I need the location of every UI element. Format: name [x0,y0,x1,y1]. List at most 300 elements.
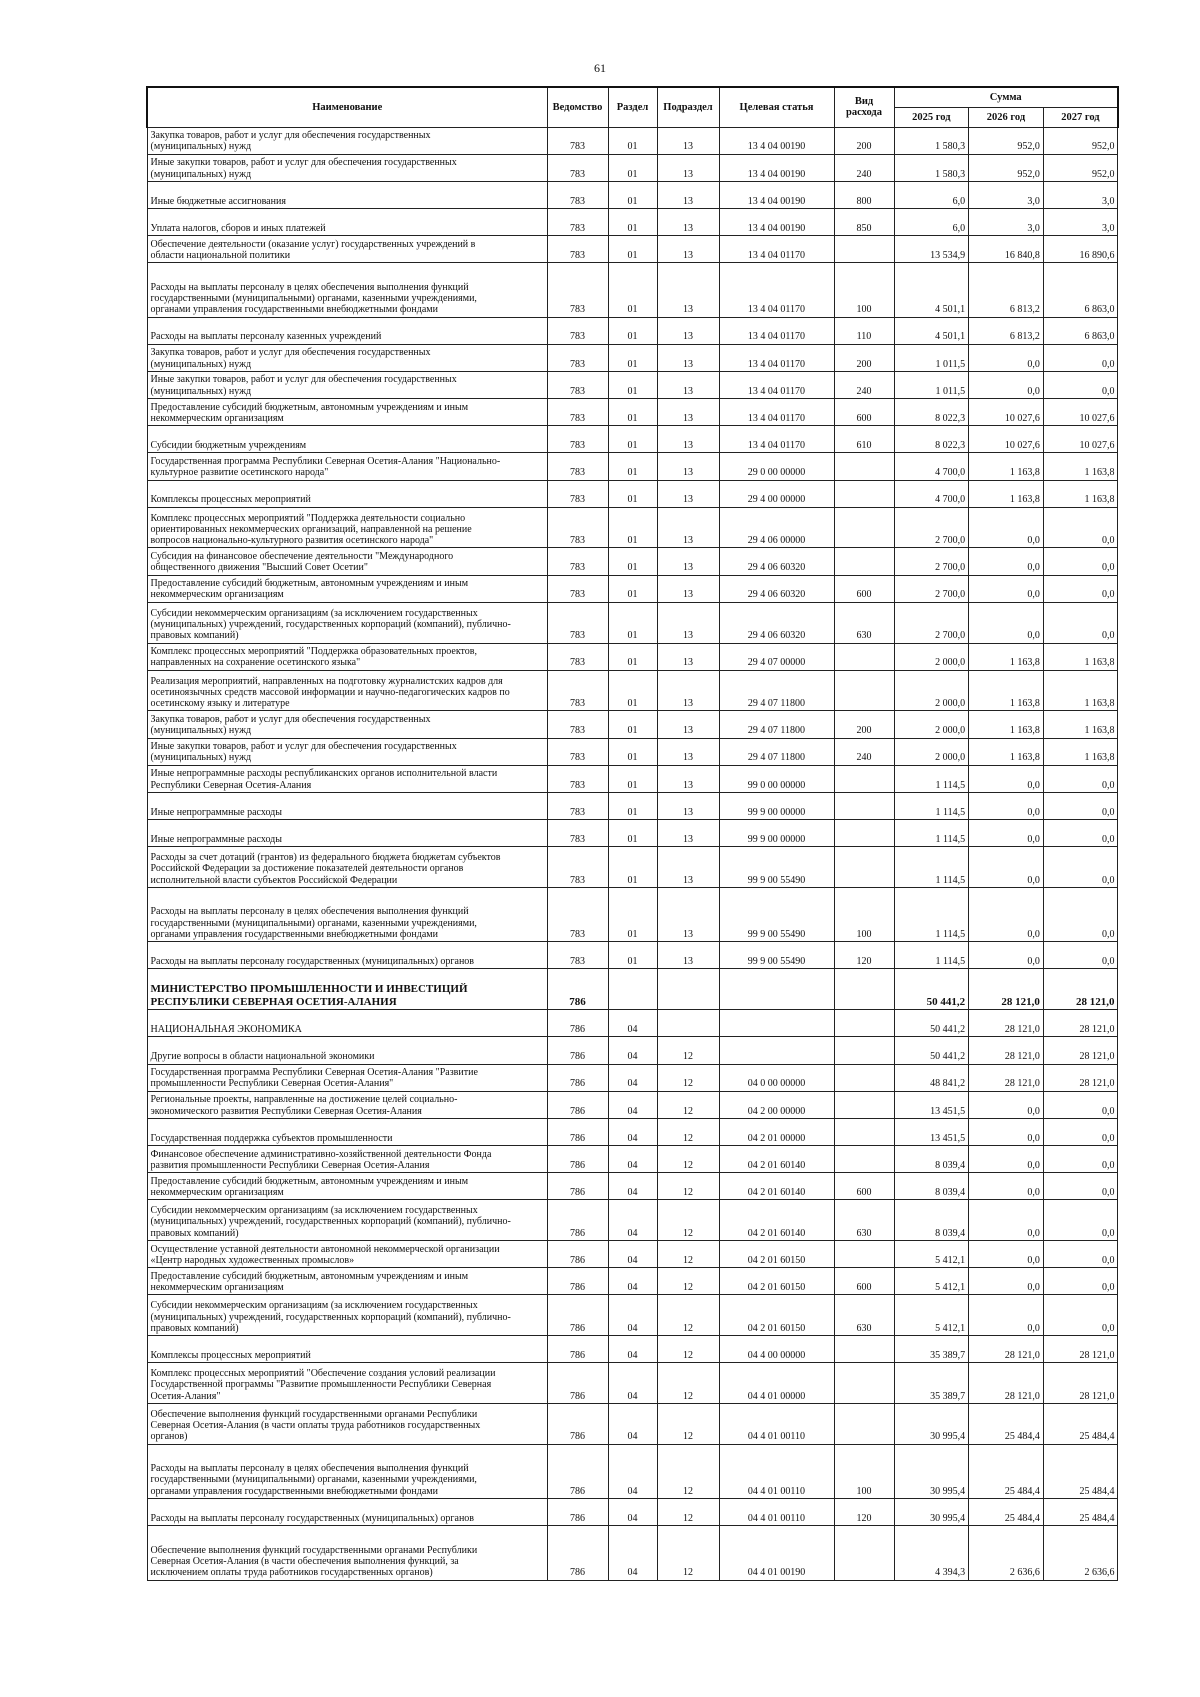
cell-podrazdel: 13 [657,181,719,208]
cell-sum-2026: 0,0 [969,1241,1044,1268]
cell-vedomstvo: 783 [547,317,608,344]
cell-razdel: 01 [608,602,657,643]
cell-vid-raskhoda [834,1037,894,1064]
cell-sum-2027: 952,0 [1043,154,1118,181]
cell-podrazdel: 13 [657,942,719,969]
cell-celevaya-statya: 04 2 01 60140 [719,1200,834,1241]
cell-podrazdel: 12 [657,1444,719,1498]
cell-vid-raskhoda: 800 [834,181,894,208]
table-row [147,1526,1118,1580]
cell-sum-2025: 8 022,3 [894,426,969,453]
cell-razdel: 04 [608,1336,657,1363]
cell-sum-2026: 1 163,8 [969,643,1044,670]
header-vedomstvo: Ведомство [547,87,608,127]
cell-sum-2025: 2 000,0 [894,711,969,738]
cell-vid-raskhoda [834,548,894,575]
cell-sum-2025: 4 501,1 [894,317,969,344]
cell-name: Расходы на выплаты персоналу государственных (муниципальных) органов [147,1499,547,1526]
cell-sum-2026: 1 163,8 [969,670,1044,711]
cell-podrazdel [657,1010,719,1037]
cell-sum-2025: 2 000,0 [894,643,969,670]
cell-vedomstvo: 783 [547,670,608,711]
table-row [147,1091,1118,1118]
cell-vedomstvo: 783 [547,208,608,235]
cell-podrazdel: 13 [657,399,719,426]
cell-sum-2025: 4 394,3 [894,1526,969,1580]
table-row [147,154,1118,181]
cell-sum-2025: 2 700,0 [894,507,969,548]
cell-celevaya-statya: 13 4 04 01170 [719,263,834,317]
cell-sum-2026: 0,0 [969,371,1044,398]
cell-vid-raskhoda: 200 [834,711,894,738]
table-row [147,507,1118,548]
table-row [147,426,1118,453]
cell-name: Расходы на выплаты персоналу казенных учреждений [147,317,547,344]
table-row [147,127,1118,154]
cell-sum-2027: 0,0 [1043,1118,1118,1145]
cell-vid-raskhoda: 630 [834,602,894,643]
cell-sum-2025: 4 700,0 [894,480,969,507]
cell-sum-2027: 28 121,0 [1043,1363,1118,1404]
cell-sum-2027: 6 863,0 [1043,317,1118,344]
cell-vid-raskhoda: 120 [834,1499,894,1526]
cell-name: Иные непрограммные расходы республиканских органов исполнительной власти Республики Северная Осетия-Алания [147,765,547,792]
cell-name: Иные закупки товаров, работ и услуг для обеспечения государственных (муниципальных) нужд [147,371,547,398]
cell-razdel: 01 [608,453,657,480]
cell-celevaya-statya: 29 0 00 00000 [719,453,834,480]
cell-vedomstvo: 783 [547,792,608,819]
cell-razdel: 04 [608,1010,657,1037]
table-row [147,1064,1118,1091]
cell-celevaya-statya: 04 4 01 00110 [719,1444,834,1498]
cell-name: Расходы на выплаты персоналу в целях обеспечения выполнения функций государственными (муниципальными) органами, казенными учреждениями, органами управления государственными внебюджетными фондами [147,263,547,317]
table-row [147,792,1118,819]
cell-sum-2026: 1 163,8 [969,453,1044,480]
cell-razdel: 04 [608,1499,657,1526]
cell-name: МИНИСТЕРСТВО ПРОМЫШЛЕННОСТИ И ИНВЕСТИЦИЙ РЕСПУБЛИКИ СЕВЕРНАЯ ОСЕТИЯ-АЛАНИЯ [147,969,547,1010]
table-row [147,1295,1118,1336]
cell-name: Уплата налогов, сборов и иных платежей [147,208,547,235]
cell-vedomstvo: 786 [547,1404,608,1445]
cell-vedomstvo: 783 [547,548,608,575]
cell-sum-2027: 0,0 [1043,548,1118,575]
cell-sum-2026: 0,0 [969,847,1044,888]
cell-vedomstvo: 783 [547,643,608,670]
cell-razdel: 01 [608,208,657,235]
cell-name: Осуществление уставной деятельности автономной некоммерческой организации «Центр народных художественных промыслов» [147,1241,547,1268]
cell-vid-raskhoda [834,1064,894,1091]
cell-sum-2027: 0,0 [1043,765,1118,792]
cell-razdel: 01 [608,399,657,426]
cell-sum-2026: 0,0 [969,792,1044,819]
cell-vid-raskhoda: 600 [834,1173,894,1200]
cell-sum-2025: 2 700,0 [894,548,969,575]
cell-name: Предоставление субсидий бюджетным, автономным учреждениям и иным некоммерческим организациям [147,399,547,426]
cell-celevaya-statya: 04 2 01 60150 [719,1268,834,1295]
cell-sum-2025: 13 451,5 [894,1091,969,1118]
cell-celevaya-statya: 29 4 06 00000 [719,507,834,548]
cell-vedomstvo: 786 [547,1064,608,1091]
cell-sum-2025: 6,0 [894,208,969,235]
cell-sum-2025: 5 412,1 [894,1241,969,1268]
table-row [147,1037,1118,1064]
cell-sum-2026: 28 121,0 [969,1064,1044,1091]
cell-sum-2027: 952,0 [1043,127,1118,154]
cell-razdel: 01 [608,548,657,575]
cell-sum-2025: 35 389,7 [894,1363,969,1404]
cell-sum-2027: 28 121,0 [1043,1064,1118,1091]
table-row [147,1200,1118,1241]
cell-celevaya-statya: 04 4 01 00110 [719,1499,834,1526]
cell-sum-2026: 25 484,4 [969,1444,1044,1498]
cell-name: Государственная программа Республики Северная Осетия-Алания "Развитие промышленности Республики Северная Осетия-Алания" [147,1064,547,1091]
cell-podrazdel: 12 [657,1145,719,1172]
cell-celevaya-statya: 13 4 04 01170 [719,236,834,263]
cell-podrazdel: 12 [657,1404,719,1445]
cell-podrazdel: 12 [657,1268,719,1295]
cell-name: Расходы на выплаты персоналу в целях обеспечения выполнения функций государственными (муниципальными) органами, казенными учреждениями, органами управления государственными внебюджетными фондами [147,1444,547,1498]
cell-vid-raskhoda: 600 [834,399,894,426]
cell-podrazdel: 12 [657,1200,719,1241]
cell-sum-2025: 6,0 [894,181,969,208]
cell-name: Иные бюджетные ассигнования [147,181,547,208]
table-row [147,344,1118,371]
table-row [147,208,1118,235]
table-row [147,765,1118,792]
cell-celevaya-statya: 13 4 04 00190 [719,181,834,208]
cell-vid-raskhoda: 100 [834,887,894,941]
table-row [147,1118,1118,1145]
cell-sum-2025: 50 441,2 [894,1037,969,1064]
cell-podrazdel: 13 [657,480,719,507]
table-row [147,1336,1118,1363]
cell-razdel: 01 [608,263,657,317]
cell-vedomstvo: 786 [547,1336,608,1363]
cell-sum-2025: 2 700,0 [894,602,969,643]
cell-sum-2025: 8 039,4 [894,1173,969,1200]
cell-celevaya-statya [719,1037,834,1064]
cell-podrazdel: 13 [657,602,719,643]
cell-celevaya-statya: 04 4 01 00000 [719,1363,834,1404]
cell-vid-raskhoda [834,1363,894,1404]
cell-celevaya-statya: 29 4 06 60320 [719,575,834,602]
cell-vid-raskhoda [834,670,894,711]
cell-sum-2026: 2 636,6 [969,1526,1044,1580]
cell-name: Комплексы процессных мероприятий [147,480,547,507]
cell-sum-2025: 2 000,0 [894,670,969,711]
cell-podrazdel: 12 [657,1091,719,1118]
cell-podrazdel: 13 [657,847,719,888]
cell-sum-2027: 3,0 [1043,208,1118,235]
cell-celevaya-statya: 29 4 06 60320 [719,548,834,575]
cell-sum-2026: 0,0 [969,1268,1044,1295]
cell-podrazdel: 12 [657,1241,719,1268]
cell-podrazdel: 12 [657,1363,719,1404]
cell-vid-raskhoda: 600 [834,1268,894,1295]
cell-sum-2026: 952,0 [969,154,1044,181]
cell-vid-raskhoda: 630 [834,1295,894,1336]
cell-celevaya-statya [719,1010,834,1037]
cell-podrazdel: 13 [657,887,719,941]
cell-vedomstvo: 786 [547,1173,608,1200]
cell-podrazdel: 12 [657,1064,719,1091]
cell-sum-2027: 0,0 [1043,602,1118,643]
table-row [147,602,1118,643]
cell-razdel: 01 [608,942,657,969]
cell-celevaya-statya [719,969,834,1010]
cell-podrazdel: 13 [657,765,719,792]
cell-sum-2026: 1 163,8 [969,480,1044,507]
cell-vedomstvo: 786 [547,1037,608,1064]
cell-name: Финансовое обеспечение административно-хозяйственной деятельности Фонда развития промышленности Республики Северная Осетия-Алания [147,1145,547,1172]
cell-podrazdel: 13 [657,670,719,711]
cell-sum-2025: 1 114,5 [894,792,969,819]
cell-celevaya-statya: 13 4 04 01170 [719,371,834,398]
cell-podrazdel: 13 [657,371,719,398]
cell-podrazdel: 12 [657,1118,719,1145]
cell-sum-2026: 16 840,8 [969,236,1044,263]
cell-vedomstvo: 786 [547,1363,608,1404]
cell-name: Расходы на выплаты персоналу государственных (муниципальных) органов [147,942,547,969]
cell-sum-2026: 0,0 [969,887,1044,941]
cell-razdel: 01 [608,738,657,765]
cell-sum-2026: 3,0 [969,208,1044,235]
cell-razdel: 04 [608,1444,657,1498]
cell-celevaya-statya: 99 9 00 55490 [719,942,834,969]
page-number: 61 [594,61,606,75]
cell-name: Комплекс процессных мероприятий "Поддержка деятельности социально ориентированных некоммерческих организаций, направленной на решение вопросов национально-культурного развития осетинского народа" [147,507,547,548]
cell-celevaya-statya: 99 9 00 00000 [719,792,834,819]
cell-sum-2027: 0,0 [1043,942,1118,969]
cell-sum-2026: 0,0 [969,575,1044,602]
cell-celevaya-statya: 04 0 00 00000 [719,1064,834,1091]
cell-podrazdel: 13 [657,453,719,480]
cell-sum-2025: 1 580,3 [894,154,969,181]
table-row [147,371,1118,398]
cell-vid-raskhoda: 100 [834,1444,894,1498]
cell-podrazdel: 13 [657,575,719,602]
cell-sum-2026: 1 163,8 [969,711,1044,738]
cell-podrazdel: 13 [657,236,719,263]
cell-sum-2026: 28 121,0 [969,1010,1044,1037]
header-name: Наименование [147,87,547,127]
cell-vedomstvo: 783 [547,344,608,371]
cell-podrazdel: 13 [657,820,719,847]
cell-vedomstvo: 786 [547,1444,608,1498]
cell-razdel [608,969,657,1010]
cell-sum-2027: 25 484,4 [1043,1444,1118,1498]
cell-name: Комплекс процессных мероприятий "Обеспечение создания условий реализации Государственной программы "Развитие промышленности Республики Северная Осетия-Алания" [147,1363,547,1404]
cell-name: Закупка товаров, работ и услуг для обеспечения государственных (муниципальных) нужд [147,344,547,371]
cell-sum-2027: 1 163,8 [1043,643,1118,670]
cell-sum-2025: 48 841,2 [894,1064,969,1091]
cell-sum-2026: 28 121,0 [969,1037,1044,1064]
cell-sum-2027: 1 163,8 [1043,670,1118,711]
cell-sum-2026: 952,0 [969,127,1044,154]
cell-sum-2027: 1 163,8 [1043,453,1118,480]
table-row [147,887,1118,941]
cell-name: Иные непрограммные расходы [147,820,547,847]
cell-vedomstvo: 786 [547,1526,608,1580]
cell-name: Обеспечение деятельности (оказание услуг) государственных учреждений в области национальной политики [147,236,547,263]
cell-razdel: 01 [608,236,657,263]
table-row [147,1404,1118,1445]
cell-vedomstvo: 786 [547,1268,608,1295]
cell-vid-raskhoda [834,643,894,670]
cell-sum-2025: 1 114,5 [894,942,969,969]
cell-podrazdel: 12 [657,1037,719,1064]
cell-sum-2025: 1 011,5 [894,371,969,398]
cell-sum-2026: 10 027,6 [969,426,1044,453]
cell-name: Предоставление субсидий бюджетным, автономным учреждениям и иным некоммерческим организациям [147,575,547,602]
cell-sum-2025: 30 995,4 [894,1404,969,1445]
cell-podrazdel: 13 [657,792,719,819]
cell-sum-2025: 13 534,9 [894,236,969,263]
cell-name: Государственная поддержка субъектов промышленности [147,1118,547,1145]
cell-sum-2027: 0,0 [1043,1268,1118,1295]
cell-vid-raskhoda [834,453,894,480]
cell-sum-2025: 2 700,0 [894,575,969,602]
cell-podrazdel: 12 [657,1173,719,1200]
cell-sum-2026: 0,0 [969,507,1044,548]
cell-celevaya-statya: 29 4 07 11800 [719,670,834,711]
cell-razdel: 04 [608,1241,657,1268]
cell-name: Иные закупки товаров, работ и услуг для обеспечения государственных (муниципальных) нужд [147,154,547,181]
table-row [147,399,1118,426]
header-vid-raskhoda: Вид расхода [834,87,894,127]
cell-vedomstvo: 783 [547,371,608,398]
cell-vid-raskhoda [834,847,894,888]
table-row [147,1444,1118,1498]
cell-name: Субсидии бюджетным учреждениям [147,426,547,453]
cell-sum-2027: 0,0 [1043,507,1118,548]
cell-name: Субсидии некоммерческим организациям (за исключением государственных (муниципальных) учреждений, государственных корпораций (компаний), публично- правовых компаний) [147,1200,547,1241]
cell-razdel: 01 [608,670,657,711]
cell-vid-raskhoda: 240 [834,154,894,181]
cell-vid-raskhoda [834,792,894,819]
cell-vedomstvo: 783 [547,602,608,643]
cell-sum-2026: 6 813,2 [969,317,1044,344]
cell-podrazdel: 13 [657,263,719,317]
cell-sum-2026: 0,0 [969,548,1044,575]
cell-vid-raskhoda [834,1145,894,1172]
cell-celevaya-statya: 29 4 07 11800 [719,738,834,765]
cell-vedomstvo: 783 [547,765,608,792]
cell-podrazdel: 12 [657,1526,719,1580]
cell-vid-raskhoda [834,1336,894,1363]
cell-vedomstvo: 783 [547,575,608,602]
cell-sum-2025: 1 011,5 [894,344,969,371]
cell-razdel: 04 [608,1200,657,1241]
cell-sum-2025: 1 580,3 [894,127,969,154]
cell-vid-raskhoda [834,1091,894,1118]
cell-celevaya-statya: 13 4 04 01170 [719,399,834,426]
cell-celevaya-statya: 29 4 07 11800 [719,711,834,738]
cell-podrazdel: 13 [657,643,719,670]
cell-razdel: 01 [608,820,657,847]
cell-podrazdel: 13 [657,208,719,235]
cell-name: НАЦИОНАЛЬНАЯ ЭКОНОМИКА [147,1010,547,1037]
cell-celevaya-statya: 13 4 04 01170 [719,344,834,371]
cell-vid-raskhoda [834,1241,894,1268]
table-row [147,1363,1118,1404]
cell-sum-2027: 28 121,0 [1043,1037,1118,1064]
cell-vedomstvo: 783 [547,711,608,738]
cell-name: Субсидии некоммерческим организациям (за исключением государственных (муниципальных) учреждений, государственных корпораций (компаний), публично- правовых компаний) [147,1295,547,1336]
table-row [147,1010,1118,1037]
cell-sum-2027: 28 121,0 [1043,969,1118,1010]
cell-name: Субсидии некоммерческим организациям (за исключением государственных (муниципальных) учреждений, государственных корпораций (компаний), публично- правовых компаний) [147,602,547,643]
cell-name: Предоставление субсидий бюджетным, автономным учреждениям и иным некоммерческим организациям [147,1268,547,1295]
cell-vedomstvo: 783 [547,887,608,941]
cell-podrazdel: 12 [657,1336,719,1363]
cell-vedomstvo: 786 [547,1145,608,1172]
cell-sum-2025: 30 995,4 [894,1444,969,1498]
cell-razdel: 04 [608,1173,657,1200]
cell-razdel: 04 [608,1268,657,1295]
cell-name: Обеспечение выполнения функций государственными органами Республики Северная Осетия-Алания (в части обеспечения выполнения функций, за исключением оплаты труда работников государственных органов) [147,1526,547,1580]
cell-vedomstvo: 783 [547,738,608,765]
cell-vedomstvo: 786 [547,1118,608,1145]
cell-razdel: 01 [608,154,657,181]
cell-vid-raskhoda [834,236,894,263]
cell-razdel: 04 [608,1064,657,1091]
cell-sum-2025: 35 389,7 [894,1336,969,1363]
table-row [147,1241,1118,1268]
cell-sum-2027: 0,0 [1043,820,1118,847]
cell-podrazdel: 12 [657,1499,719,1526]
cell-razdel: 01 [608,575,657,602]
cell-celevaya-statya: 04 4 01 00110 [719,1404,834,1445]
cell-celevaya-statya: 04 2 01 60150 [719,1241,834,1268]
cell-sum-2027: 0,0 [1043,1241,1118,1268]
cell-sum-2025: 8 039,4 [894,1145,969,1172]
cell-podrazdel: 13 [657,317,719,344]
cell-vedomstvo: 786 [547,1010,608,1037]
cell-vid-raskhoda: 630 [834,1200,894,1241]
header-podrazdel: Подраздел [657,87,719,127]
cell-vedomstvo: 783 [547,236,608,263]
cell-sum-2027: 16 890,6 [1043,236,1118,263]
table-row [147,575,1118,602]
cell-vedomstvo: 786 [547,1241,608,1268]
cell-celevaya-statya: 04 2 01 60140 [719,1145,834,1172]
cell-name: Иные закупки товаров, работ и услуг для обеспечения государственных (муниципальных) нужд [147,738,547,765]
cell-sum-2027: 1 163,8 [1043,738,1118,765]
cell-name: Государственная программа Республики Северная Осетия-Алания "Национально- культурное развитие осетинского народа" [147,453,547,480]
cell-vid-raskhoda: 100 [834,263,894,317]
cell-sum-2026: 1 163,8 [969,738,1044,765]
cell-razdel: 01 [608,181,657,208]
cell-sum-2027: 0,0 [1043,1200,1118,1241]
header-year-2027: 2027 год [1043,107,1118,127]
cell-sum-2026: 0,0 [969,1091,1044,1118]
table-row [147,317,1118,344]
cell-vedomstvo: 786 [547,1091,608,1118]
table-row [147,847,1118,888]
cell-vid-raskhoda [834,507,894,548]
cell-vedomstvo: 783 [547,820,608,847]
cell-sum-2026: 25 484,4 [969,1404,1044,1445]
cell-name: Закупка товаров, работ и услуг для обеспечения государственных (муниципальных) нужд [147,127,547,154]
table-row [147,181,1118,208]
cell-razdel: 01 [608,371,657,398]
cell-name: Расходы на выплаты персоналу в целях обеспечения выполнения функций государственными (муниципальными) органами, казенными учреждениями, органами управления государственными внебюджетными фондами [147,887,547,941]
cell-razdel: 01 [608,765,657,792]
cell-sum-2025: 1 114,5 [894,847,969,888]
cell-vid-raskhoda [834,480,894,507]
cell-podrazdel: 13 [657,154,719,181]
